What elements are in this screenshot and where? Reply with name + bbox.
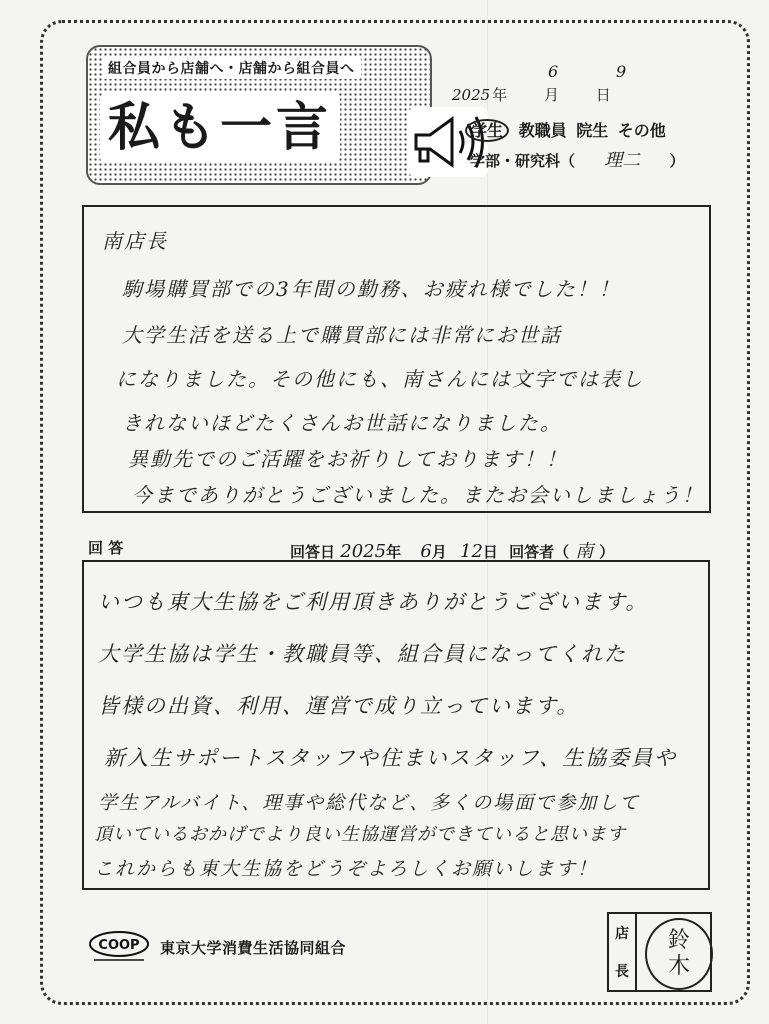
reply-line: 皆様の出資、利用、運営で成り立っています。 xyxy=(98,694,580,718)
reply-responder-label: 回答者（ xyxy=(509,543,570,561)
reply-line: いつも東大生協をご利用頂きありがとうございます。 xyxy=(98,590,649,614)
department-label: 学部・研究科（ xyxy=(470,152,576,170)
reply-line: 頂いているおかげでより良い生協運営ができていると思います xyxy=(94,824,626,845)
banner xyxy=(86,45,432,185)
message-line: 異動先でのご活躍をお祈りしております！！ xyxy=(128,447,568,471)
reply-responder-close: ） xyxy=(599,543,615,561)
role-option: 教職員 xyxy=(518,121,567,140)
role-option: 院生 xyxy=(576,121,609,140)
date-day-unit: 日 xyxy=(595,86,611,104)
organization-name: 東京大学消費生活協同組合 xyxy=(160,938,347,957)
department-value: 理二 xyxy=(604,150,641,171)
role-selected: 学生 xyxy=(465,119,509,142)
stamp-label-top: 店 xyxy=(615,926,629,942)
date-month: 6 xyxy=(548,62,559,81)
banner-subtitle: 組合員から店舗へ・店舗から組合員へ xyxy=(102,57,361,79)
seal-bottom: 木 xyxy=(667,954,690,979)
date-day: 9 xyxy=(616,62,627,81)
manager-stamp-box xyxy=(607,912,712,992)
banner-title: 私も一言 xyxy=(100,93,340,163)
date-month-unit: 月 xyxy=(543,86,559,104)
reply-date-label: 回答日 xyxy=(290,543,336,561)
reply-day: 12 xyxy=(460,541,483,562)
message-line: きれないほどたくさんお世話になりました。 xyxy=(122,411,562,435)
coop-logo xyxy=(88,930,150,964)
stamp-label xyxy=(609,914,637,990)
reply-line: 大学生協は学生・教職員等、組合員になってくれた xyxy=(98,642,627,666)
reply-responder: 南 xyxy=(575,541,594,562)
role-option: その他 xyxy=(617,121,666,140)
date-year: 2025 xyxy=(452,86,491,104)
message-line: 南店長 xyxy=(102,229,168,253)
seal-top: 鈴 xyxy=(667,928,690,953)
reply-year-unit: 年 xyxy=(386,543,402,561)
date-line xyxy=(452,84,613,105)
footer xyxy=(88,930,346,964)
reply-label: 回 答 xyxy=(88,539,124,557)
department-close: ） xyxy=(669,152,685,170)
date-year-unit: 年 xyxy=(492,86,508,104)
message-line: 駒場購買部での3年間の勤務、お疲れ様でした！！ xyxy=(122,277,621,301)
message-line: 今までありがとうございました。またお会いしましょう！ xyxy=(132,483,704,507)
reply-line: 学生アルバイト、理事や総代など、多くの場面で参加して xyxy=(98,792,641,814)
stamp-label-bottom: 長 xyxy=(615,964,629,980)
reply-day-unit: 日 xyxy=(482,543,498,561)
reply-box xyxy=(82,560,710,890)
message-line: になりました。その他にも、南さんには文字では表し xyxy=(116,367,644,391)
manager-seal xyxy=(645,918,713,990)
reply-line: 新入生サポートスタッフや住まいスタッフ、生協委員や xyxy=(104,746,678,770)
message-box xyxy=(82,205,711,513)
coop-logo-text: COOP xyxy=(98,938,140,953)
reply-month-unit: 月 xyxy=(431,543,447,561)
reply-year: 2025 xyxy=(340,541,387,562)
message-line: 大学生活を送る上で購買部には非常にお世話 xyxy=(122,323,562,347)
department-line xyxy=(470,146,685,172)
reply-month: 6 xyxy=(420,541,432,562)
role-options xyxy=(465,118,666,141)
reply-line: これからも東大生協をどうぞよろしくお願いします！ xyxy=(94,858,599,880)
